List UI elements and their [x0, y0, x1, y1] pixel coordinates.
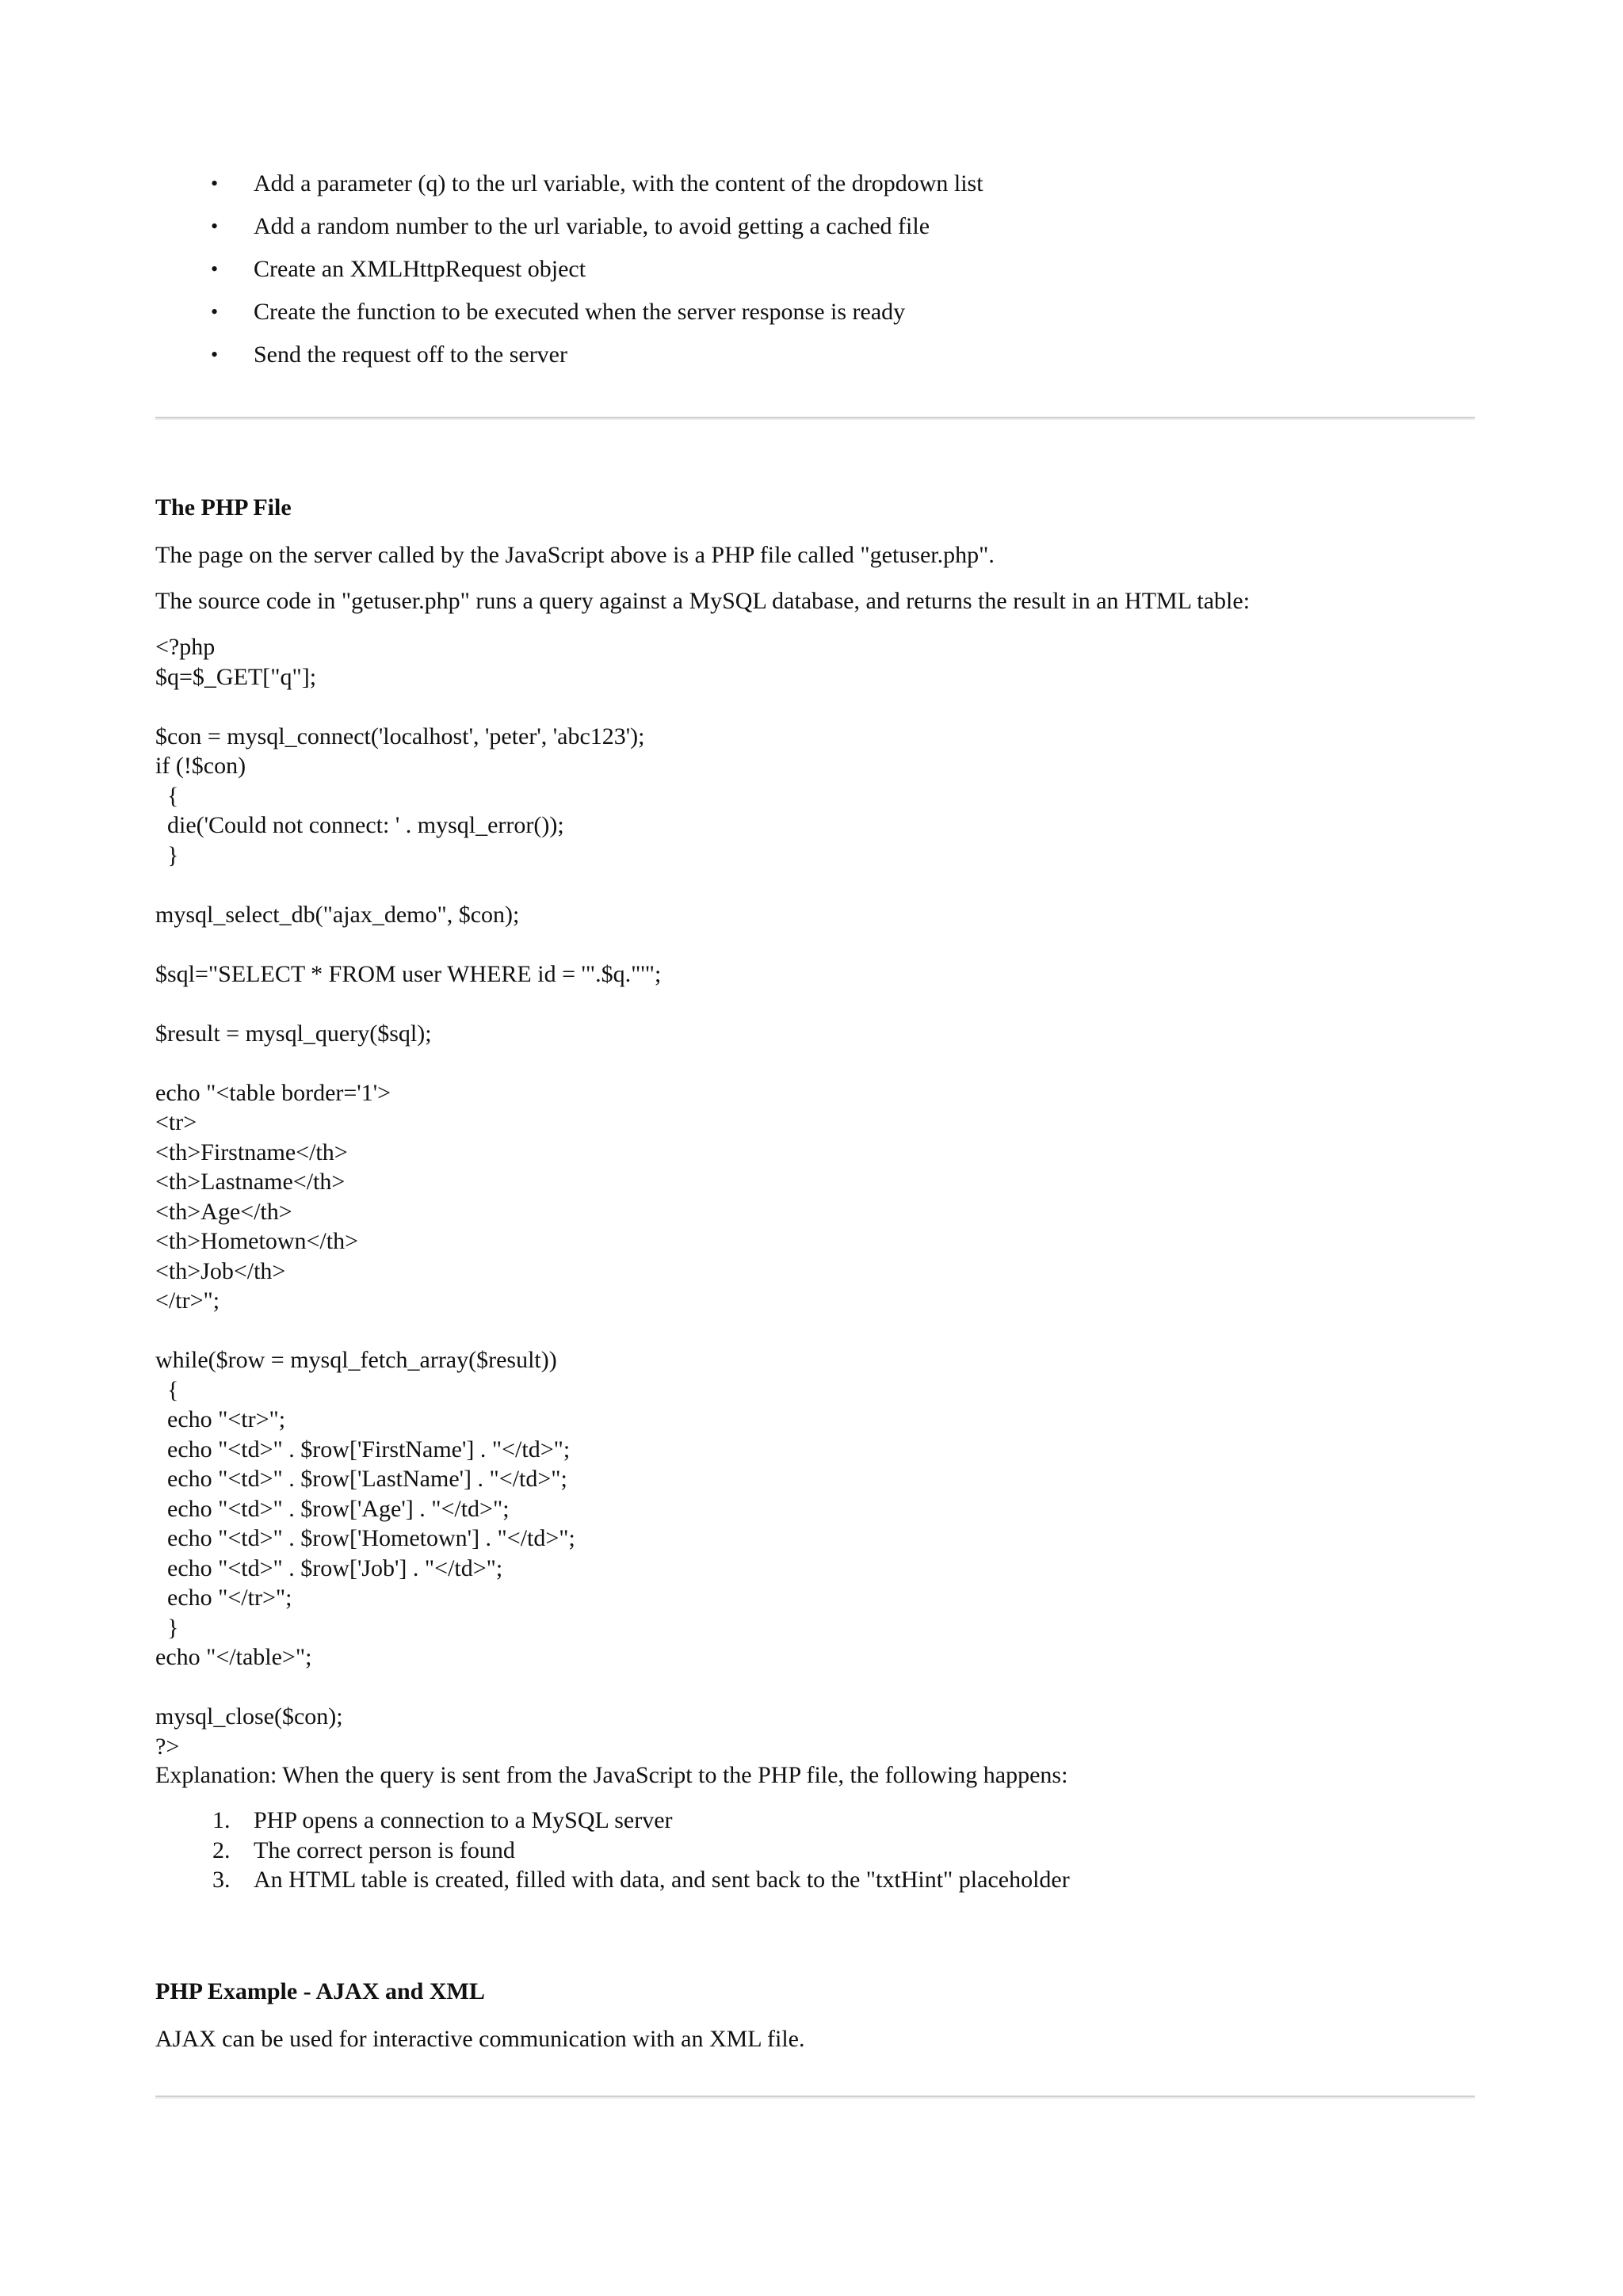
section-heading-php-file: The PHP File	[155, 494, 292, 521]
numbered-list	[155, 1806, 1070, 1895]
list-item-text: Create an XMLHttpRequest object	[254, 256, 586, 282]
php-source-paragraph: The source code in "getuser.php" runs a query against a MySQL database, and returns the result in an HTML table:	[155, 588, 1251, 614]
list-number: 2.	[212, 1836, 231, 1863]
php-intro-paragraph: The page on the server called by the JavaScript above is a PHP file called "getuser.php".	[155, 542, 995, 568]
list-item-text: Send the request off to the server	[254, 341, 567, 368]
horizontal-divider	[155, 417, 1475, 420]
list-number: 3.	[212, 1867, 231, 1893]
list-item-text: An HTML table is created, filled with data, and sent back to the "txtHint" placeholder	[254, 1867, 1070, 1893]
list-item	[155, 252, 1423, 295]
list-number: 1.	[212, 1807, 231, 1833]
bullet-icon: •	[211, 300, 219, 323]
list-item	[155, 209, 1423, 252]
list-item-text: The correct person is found	[254, 1836, 515, 1863]
bullet-icon: •	[211, 343, 219, 366]
numbered-list-item	[155, 1865, 1070, 1895]
numbered-list-item	[155, 1836, 1070, 1866]
list-item-text: Create the function to be executed when the server response is ready	[254, 299, 906, 325]
explanation-paragraph: Explanation: When the query is sent from the JavaScript to the PHP file, the following happens:	[155, 1762, 1068, 1788]
bullet-icon: •	[211, 172, 219, 195]
numbered-list-item	[155, 1806, 1070, 1836]
list-item-text: PHP opens a connection to a MySQL server	[254, 1807, 673, 1833]
bullet-icon: •	[211, 257, 219, 280]
list-item	[155, 338, 1423, 380]
list-item-text: Add a random number to the url variable, to avoid getting a cached file	[254, 213, 930, 239]
list-item	[155, 295, 1423, 338]
ajax-intro-paragraph: AJAX can be used for interactive communication with an XML file.	[155, 2026, 805, 2052]
list-item-text: Add a parameter (q) to the url variable, with the content of the dropdown list	[254, 170, 983, 196]
horizontal-divider	[155, 2096, 1475, 2099]
bullet-list	[155, 166, 1423, 380]
php-code-block: <?php $q=$_GET["q"]; $con = mysql_connect('localhost', 'peter', 'abc123'); if (!$con) { die('Could not connect: ' . mysql_error()); } mysql_select_db("ajax_demo", $con); $sql="SELECT * FROM user WHERE id = '".$q."'"; $result = mysql_query($sql); echo "<table border='1'> <tr> <th>Firstname</th> <th>Lastname</th> <th>Age</th> <th>Hometown</th> <th>Job</th> </tr>"; while($row = mysql_fetch_array($result)) { echo "<tr>"; echo "<td>" . $row['FirstName'] . "</td>"; echo "<td>" . $row['LastName'] . "</td>"; echo "<td>" . $row['Age'] . "</td>"; echo "<td>" . $row['Hometown'] . "</td>"; echo "<td>" . $row['Job'] . "</td>"; echo "</tr>"; } echo "</table>"; mysql_close($con); ?>	[155, 634, 662, 1760]
list-item	[155, 166, 1423, 209]
section-heading-ajax-xml: PHP Example - AJAX and XML	[155, 1978, 485, 2004]
bullet-icon: •	[211, 215, 219, 238]
